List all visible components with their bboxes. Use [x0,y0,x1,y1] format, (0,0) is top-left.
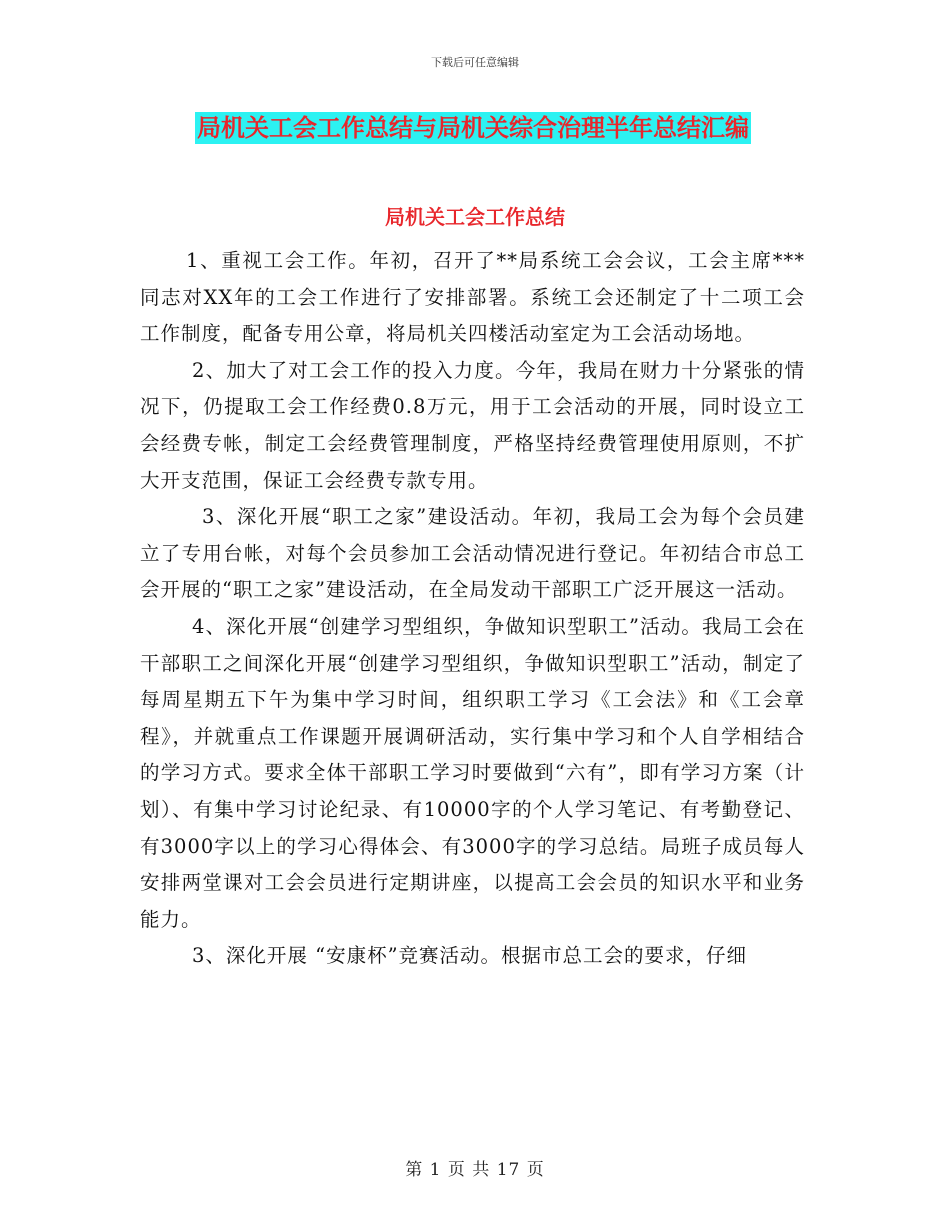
paragraph-3: 3、深化开展“职工之家”建设活动。年初，我局工会为每个会员建立了专用台帐，对每个会员参加工会活动情况进行登记。年初结合市总工会开展的“职工之家”建设活动，在全局发动干部职工广泛开展这一活动。 [140,505,805,602]
document-body [140,243,805,975]
header-note: 下载后可任意编辑 [431,56,519,69]
paragraph-5: 3、深化开展 “安康杯”竞赛活动。根据市总工会的要求，仔细 [192,944,748,968]
paragraph-4: 4、深化开展“创建学习型组织，争做知识型职工”活动。我局工会在干部职工之间深化开展“创建学习型组织，争做知识型职工”活动，制定了每周星期五下午为集中学习时间，组织职工学习《工会法》和《工会章程》，并就重点工作课题开展调研活动，实行集中学习和个人自学相结合的学习方式。要求全体干部职工学习时要做到“六有”，即有学习方案（计划）、有集中学习讨论纪录、有10000字的个人学习笔记、有考勤登记、有3000字以上的学习心得体会、有3000字的学习总结。局班子成员每人安排两堂课对工会会员进行定期讲座，以提高工会会员的知识水平和业务能力。 [140,614,805,931]
page-number: 第 1 页 共 17 页 [405,1160,545,1180]
paragraph-2: 2、加大了对工会工作的投入力度。今年，我局在财力十分紧张的情况下，仍提取工会工作经费0.8万元，用于工会活动的开展，同时设立工会经费专帐，制定工会经费管理制度，严格坚持经费管理使用原则，不扩大开支范围，保证工会经费专款专用。 [140,358,805,492]
paragraph-1: 1、重视工会工作。年初，召开了**局系统工会会议，工会主席***同志对XX年的工会工作进行了安排部署。系统工会还制定了十二项工会工作制度，配备专用公章，将局机关四楼活动室定为工会活动场地。 [140,249,805,346]
document-title: 局机关工会工作总结与局机关综合治理半年总结汇编 [197,114,749,142]
section-title: 局机关工会工作总结 [385,205,565,229]
